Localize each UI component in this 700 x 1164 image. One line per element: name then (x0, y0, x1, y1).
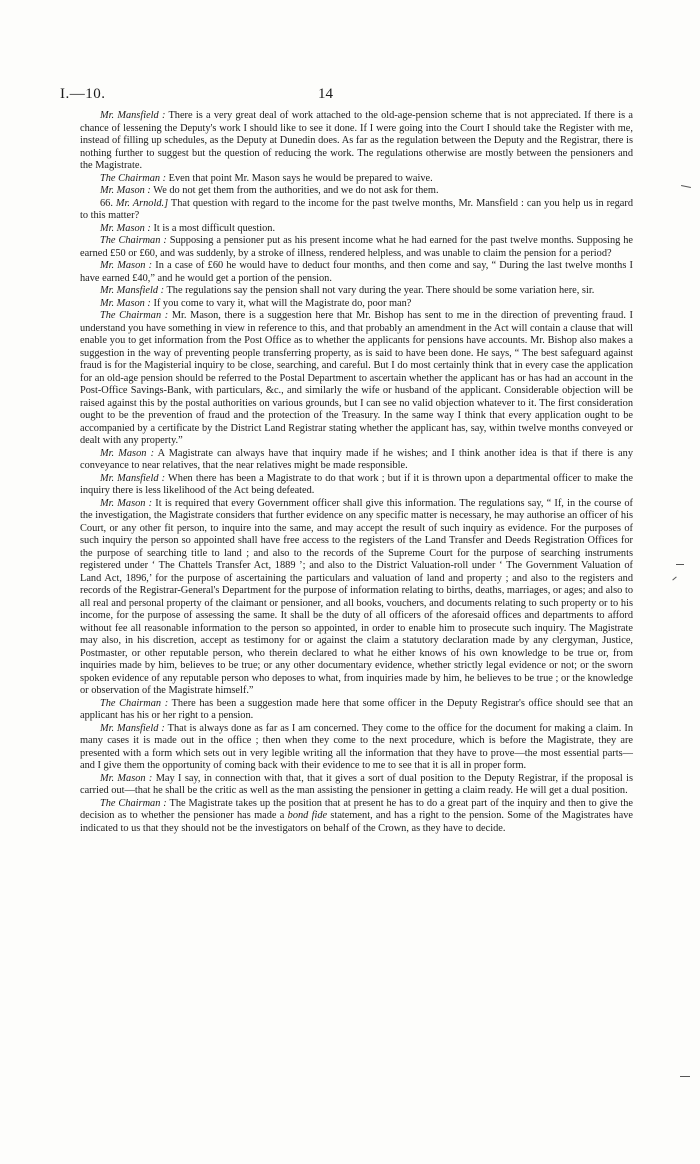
speaker: Mr. Mansfield : (100, 285, 165, 296)
margin-mark (681, 185, 691, 188)
speaker: The Chairman : (100, 172, 167, 184)
paragraph (80, 773, 633, 798)
paragraph (80, 260, 633, 285)
margin-mark (680, 1076, 690, 1077)
statement: That is always done as far as I am concerned. They come to the office for the document for making a claim. In many cases it is made out in the office ; then when they come to the next procedure, which is before the Magistrate, they are presented with a form which sets out in very legible writing all the information that they have to prove—the most essential parts—and I give them the opportunity of coming back with their evidence to me to see that it is all in proper form. (80, 722, 633, 771)
paragraph (80, 473, 633, 498)
paragraph (80, 698, 633, 723)
margin-mark (672, 577, 676, 581)
paragraph (80, 110, 633, 173)
paragraph (80, 198, 633, 223)
speaker: The Chairman : (100, 797, 167, 809)
statement: If you come to vary it, what will the Magistrate do, poor man? (150, 297, 412, 309)
statement: In a case of £60 he would have to deduct four months, and then come and say, “ During the last twelve months I have earned £40,” and he would get a portion of the pension. (80, 260, 633, 284)
statement-continued: statement, and has a right to the pension. Some of the Magistrates have indicated to us that they should not be the investigators on behalf of the Crown, as they have to decide. (80, 810, 633, 834)
paragraph (80, 185, 633, 198)
speaker: The Chairman : (100, 697, 169, 709)
question-number: 66. (100, 197, 116, 209)
statement: May I say, in connection with that, that it gives a sort of dual position to the Deputy Registrar, if the proposal is carried out—that he shall be the critic as well as the man assisting the pensioner in getting a claim ready. He will get a dual position. (80, 772, 633, 796)
page-number: 14 (318, 86, 333, 102)
speaker: Mr. Mason : (100, 447, 155, 459)
speaker: Mr. Mansfield : (100, 722, 165, 734)
statement: There has been a suggestion made here that some officer in the Deputy Registrar's office should see that an applicant has his or her right to a pension. (80, 697, 633, 721)
statement: Mr. Mason, there is a suggestion here that Mr. Bishop has sent to me in the direction of preventing fraud. I understand you have something in view in reference to this, and that probably an amendment in the Act will contain a clause that will enable you to get information from the Post Office as to whether the applicants for pensions have accounts. Mr. Bishop also makes a suggestion in the way of preventing people transferring property, as is said to have been done. He says, “ The best safeguard against fraud is for the Magisterial inquiry to be close, searching, and careful. But I do most certainly think that in every case the application for an old-age pension should be referred to the Postal Department to ascertain whether the applicant has or has had an account in the Post-Office Savings-Bank, with particulars, &c., and similarly the wife or husband of the applicant. Considerable objection will be raised against this by the postal authorities on various grounds, but I can see no valid objection whatever to it. The first consideration ought to be the prevention of fraud and the protection of the Treasury. In the same way I think that every application ought to be accompanied by a certificate by the District Land Registrar stating whether the applicant has, say, within twelve months conveyed or dealt with any property.” (80, 310, 633, 446)
paragraph (80, 498, 633, 698)
paragraph (80, 798, 633, 836)
speaker: The Chairman : (100, 310, 169, 321)
statement: The regulations say the pension shall not vary during the year. There should be some variation here, sir. (164, 285, 595, 296)
paragraph (80, 173, 633, 186)
statement: Supposing a pensioner put as his present income what he had earned for the past twelve months. Supposing he earned £50 or £60, and was suddenly, by a stroke of illness, rendered helpless, and was unable to claim the pension for a period? (80, 235, 633, 259)
speaker: The Chairman : (100, 235, 167, 246)
margin-mark (676, 564, 684, 565)
paragraph (80, 285, 633, 298)
statement: We do not get them from the authorities, and we do not ask for them. (150, 185, 439, 196)
statement: That question with regard to the income for the past twelve months, Mr. Mansfield : can you help us in regard to this matter? (80, 197, 634, 221)
speaker: Mr. Mansfield : (100, 472, 166, 484)
speaker: Mr. Mason : (100, 260, 153, 271)
speaker: Mr. Mansfield : (100, 110, 166, 121)
paragraph (80, 448, 633, 473)
statement: The Magistrate takes up the position that at present he has to do a great part of the inquiry and then to give the decision as to whether the pensioner has made a (80, 797, 633, 821)
statement: Even that point Mr. Mason says he would be prepared to waive. (166, 172, 433, 184)
speaker: Mr. Mason : (100, 497, 153, 509)
latin-phrase: bond fide (287, 810, 328, 821)
transcript-body (80, 110, 633, 835)
speaker: Mr. Mason : (100, 297, 151, 309)
statement: It is required that every Government officer shall give this information. The regulations say, “ If, in the course of the investigation, the Magistrate considers that further evidence on any specific matter is necessary, he may authorise an officer of his Court, or any other fit person, to inquire into the same, and may accept the result of such inquiry as evidence. For the purposes of such inquiry the person so appointed shall have free access to the registers of the Land Transfer and Deeds Registration Offices for the purpose of searching title to land ; and also to the records of the Supreme Court for the purpose of searching instruments registered under ‘ The Chattels Transfer Act, 1889 ’; and also to the District Valuation-roll under ‘ The Government Valuation of Land Act, 1896,’ for the purpose of ascertaining the particulars and valuation of land and property ; and also to the registers and records of the Registrar-General's Department for the purpose of information relating to births, deaths, marriages, or ages; and also to all real and personal property of the claimant or pensioner, and all books, vouchers, and documents relating to such property or to his income, for the purpose of assessing the same. It shall be the duty of all officers of the aforesaid offices and departments to afford without fee all reasonable information to the person so appointed, in order to enable him to prosecute such inquiry. The Magistrate may also, in his discretion, accept as testimony for or against the claim a statutory declaration made by any clergyman, Justice, Postmaster, or other reputable person, who therein declared to what he either knows of his own knowledge to be true or, from inquiries made by him, believes to be true; or any other documentary evidence, whether strictly legal evidence or not; or the sworn spoken evidence of any reputable person who deposes to what, from inquiries made by him, he believes to be true ; or the knowledge or observation of the Magistrate himself.” (80, 497, 633, 696)
statement: There is a very great deal of work attached to the old-age-pension scheme that is not appreciated. If there is a chance of lessening the Deputy's work I should like to see it done. If I were going into the Court I should take the Register with me, instead of filling up schedules, as the Deputy at Dunedin does. As far as the regulation between the Deputy and the Registrar, there is nothing further to suggest but the question of reducing the work. The regulations otherwise are mostly between the pensioners and the Magistrate. (80, 110, 633, 171)
speaker: Mr. Mason : (100, 185, 151, 196)
speaker: Mr. Mason : (100, 772, 153, 784)
paragraph (80, 223, 633, 236)
paragraph (80, 310, 633, 448)
paragraph (80, 235, 633, 260)
document-reference: I.—10. (60, 86, 106, 102)
paragraph (80, 723, 633, 773)
speaker: Mr. Mason : (100, 222, 151, 234)
paragraph (80, 298, 633, 311)
statement: It is a most difficult question. (150, 222, 276, 234)
speaker: Mr. Arnold.] (115, 197, 169, 209)
statement: When there has been a Magistrate to do that work ; but if it is thrown upon a departmental officer to make the inquiry there is less likelihood of the Act being defeated. (80, 472, 633, 496)
statement: A Magistrate can always have that inquiry made if he wishes; and I think another idea is that if there is any conveyance to near relatives, that the near relatives might be made responsible. (80, 447, 633, 471)
